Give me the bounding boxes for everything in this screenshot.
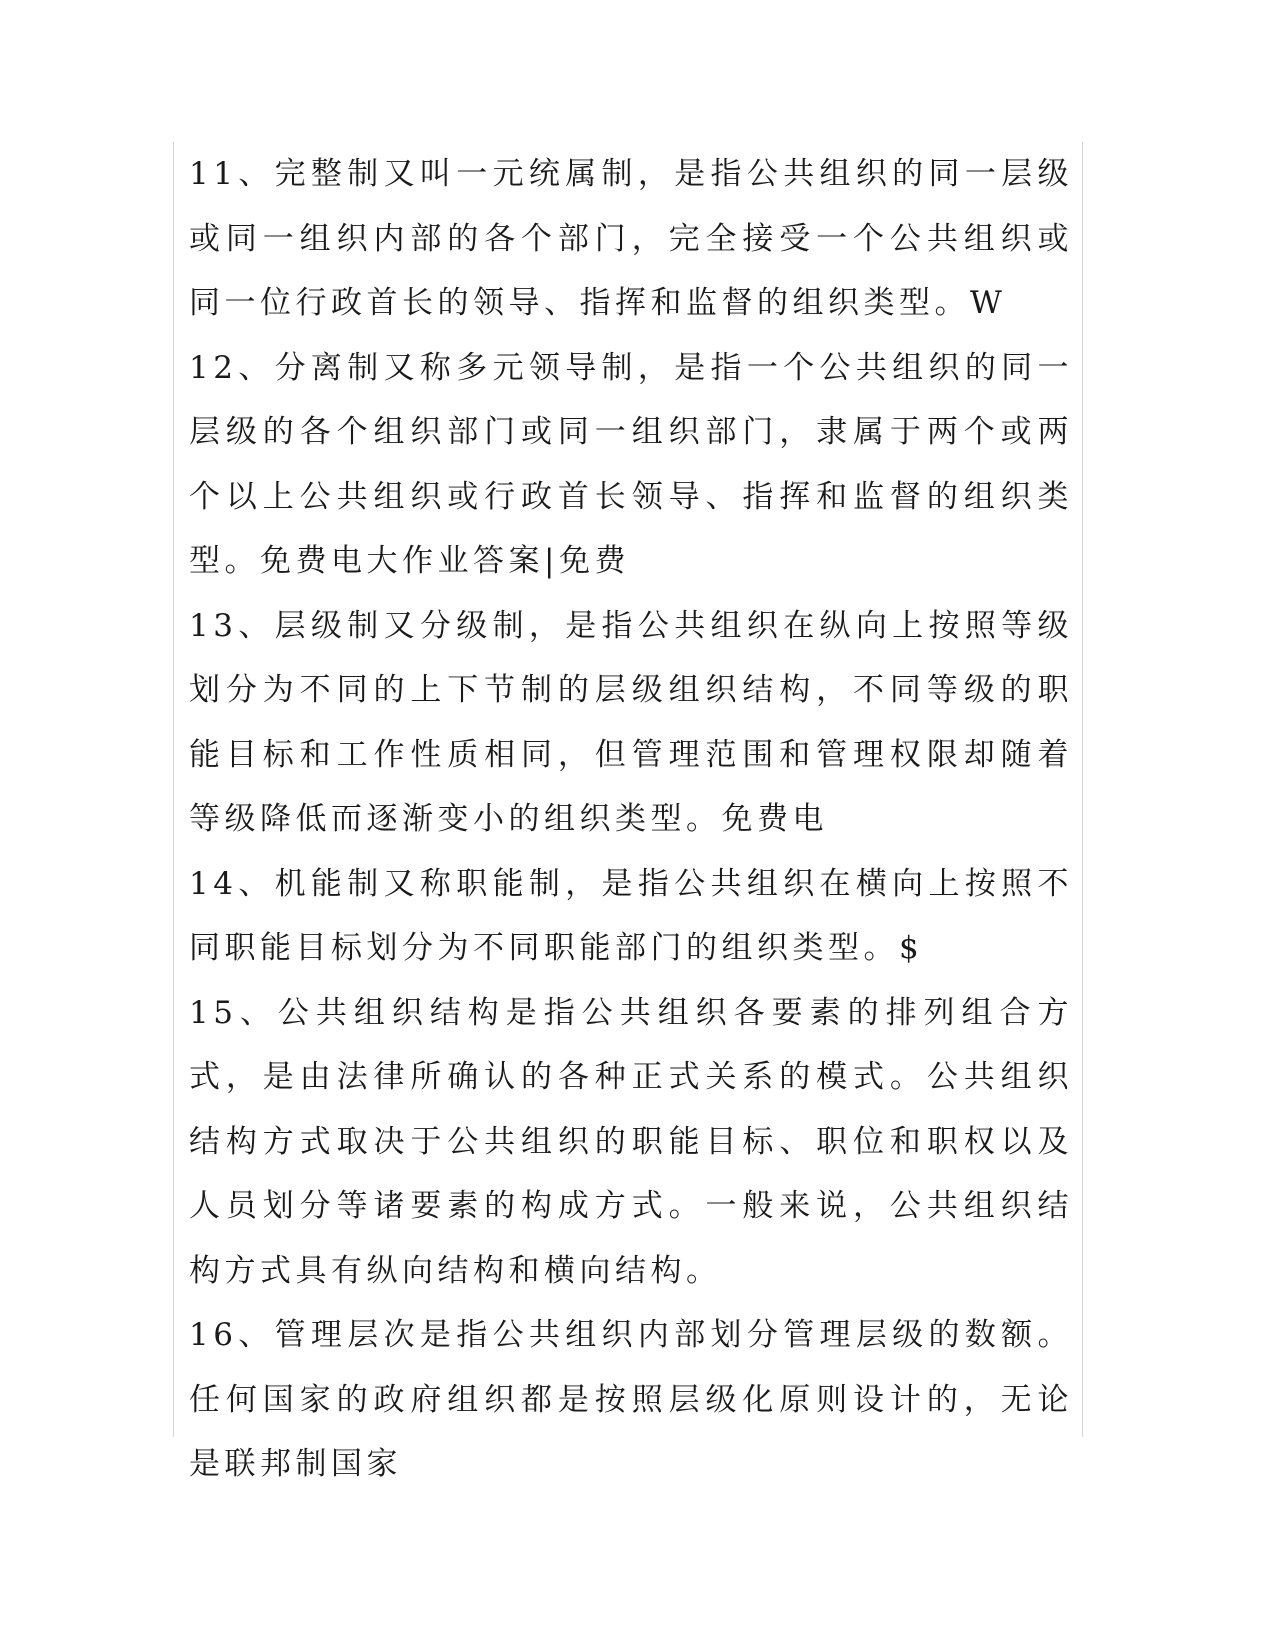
document-body <box>189 142 1073 1497</box>
paragraph-15: 15、公共组织结构是指公共组织各要素的排列组合方式，是由法律所确认的各种正式关系的模式。公共组织结构方式取决于公共组织的职能目标、职位和职权以及人员划分等诸要素的构成方式。一般来说，公共组织结构方式具有纵向结构和横向结构。 <box>189 994 1073 1289</box>
paragraph-16: 16、管理层次是指公共组织内部划分管理层级的数额。任何国家的政府组织都是按照层级化原则设计的，无论是联邦制国家 <box>189 1317 1073 1482</box>
paragraph-11: 11、完整制又叫一元统属制，是指公共组织的同一层级或同一组织内部的各个部门，完全接受一个公共组织或同一位行政首长的领导、指挥和监督的组织类型。W <box>189 156 1073 321</box>
paragraph-13: 13、层级制又分级制，是指公共组织在纵向上按照等级划分为不同的上下节制的层级组织结构，不同等级的职能目标和工作性质相同，但管理范围和管理权限却随着等级降低而逐渐变小的组织类型。免费电 <box>189 607 1073 837</box>
paragraph-14: 14、机能制又称职能制，是指公共组织在横向上按照不同职能目标划分为不同职能部门的组织类型。$ <box>189 865 1073 966</box>
paragraph-12: 12、分离制又称多元领导制，是指一个公共组织的同一层级的各个组织部门或同一组织部门，隶属于两个或两个以上公共组织或行政首长领导、指挥和监督的组织类型。免费电大作业答案|免费 <box>189 349 1073 579</box>
